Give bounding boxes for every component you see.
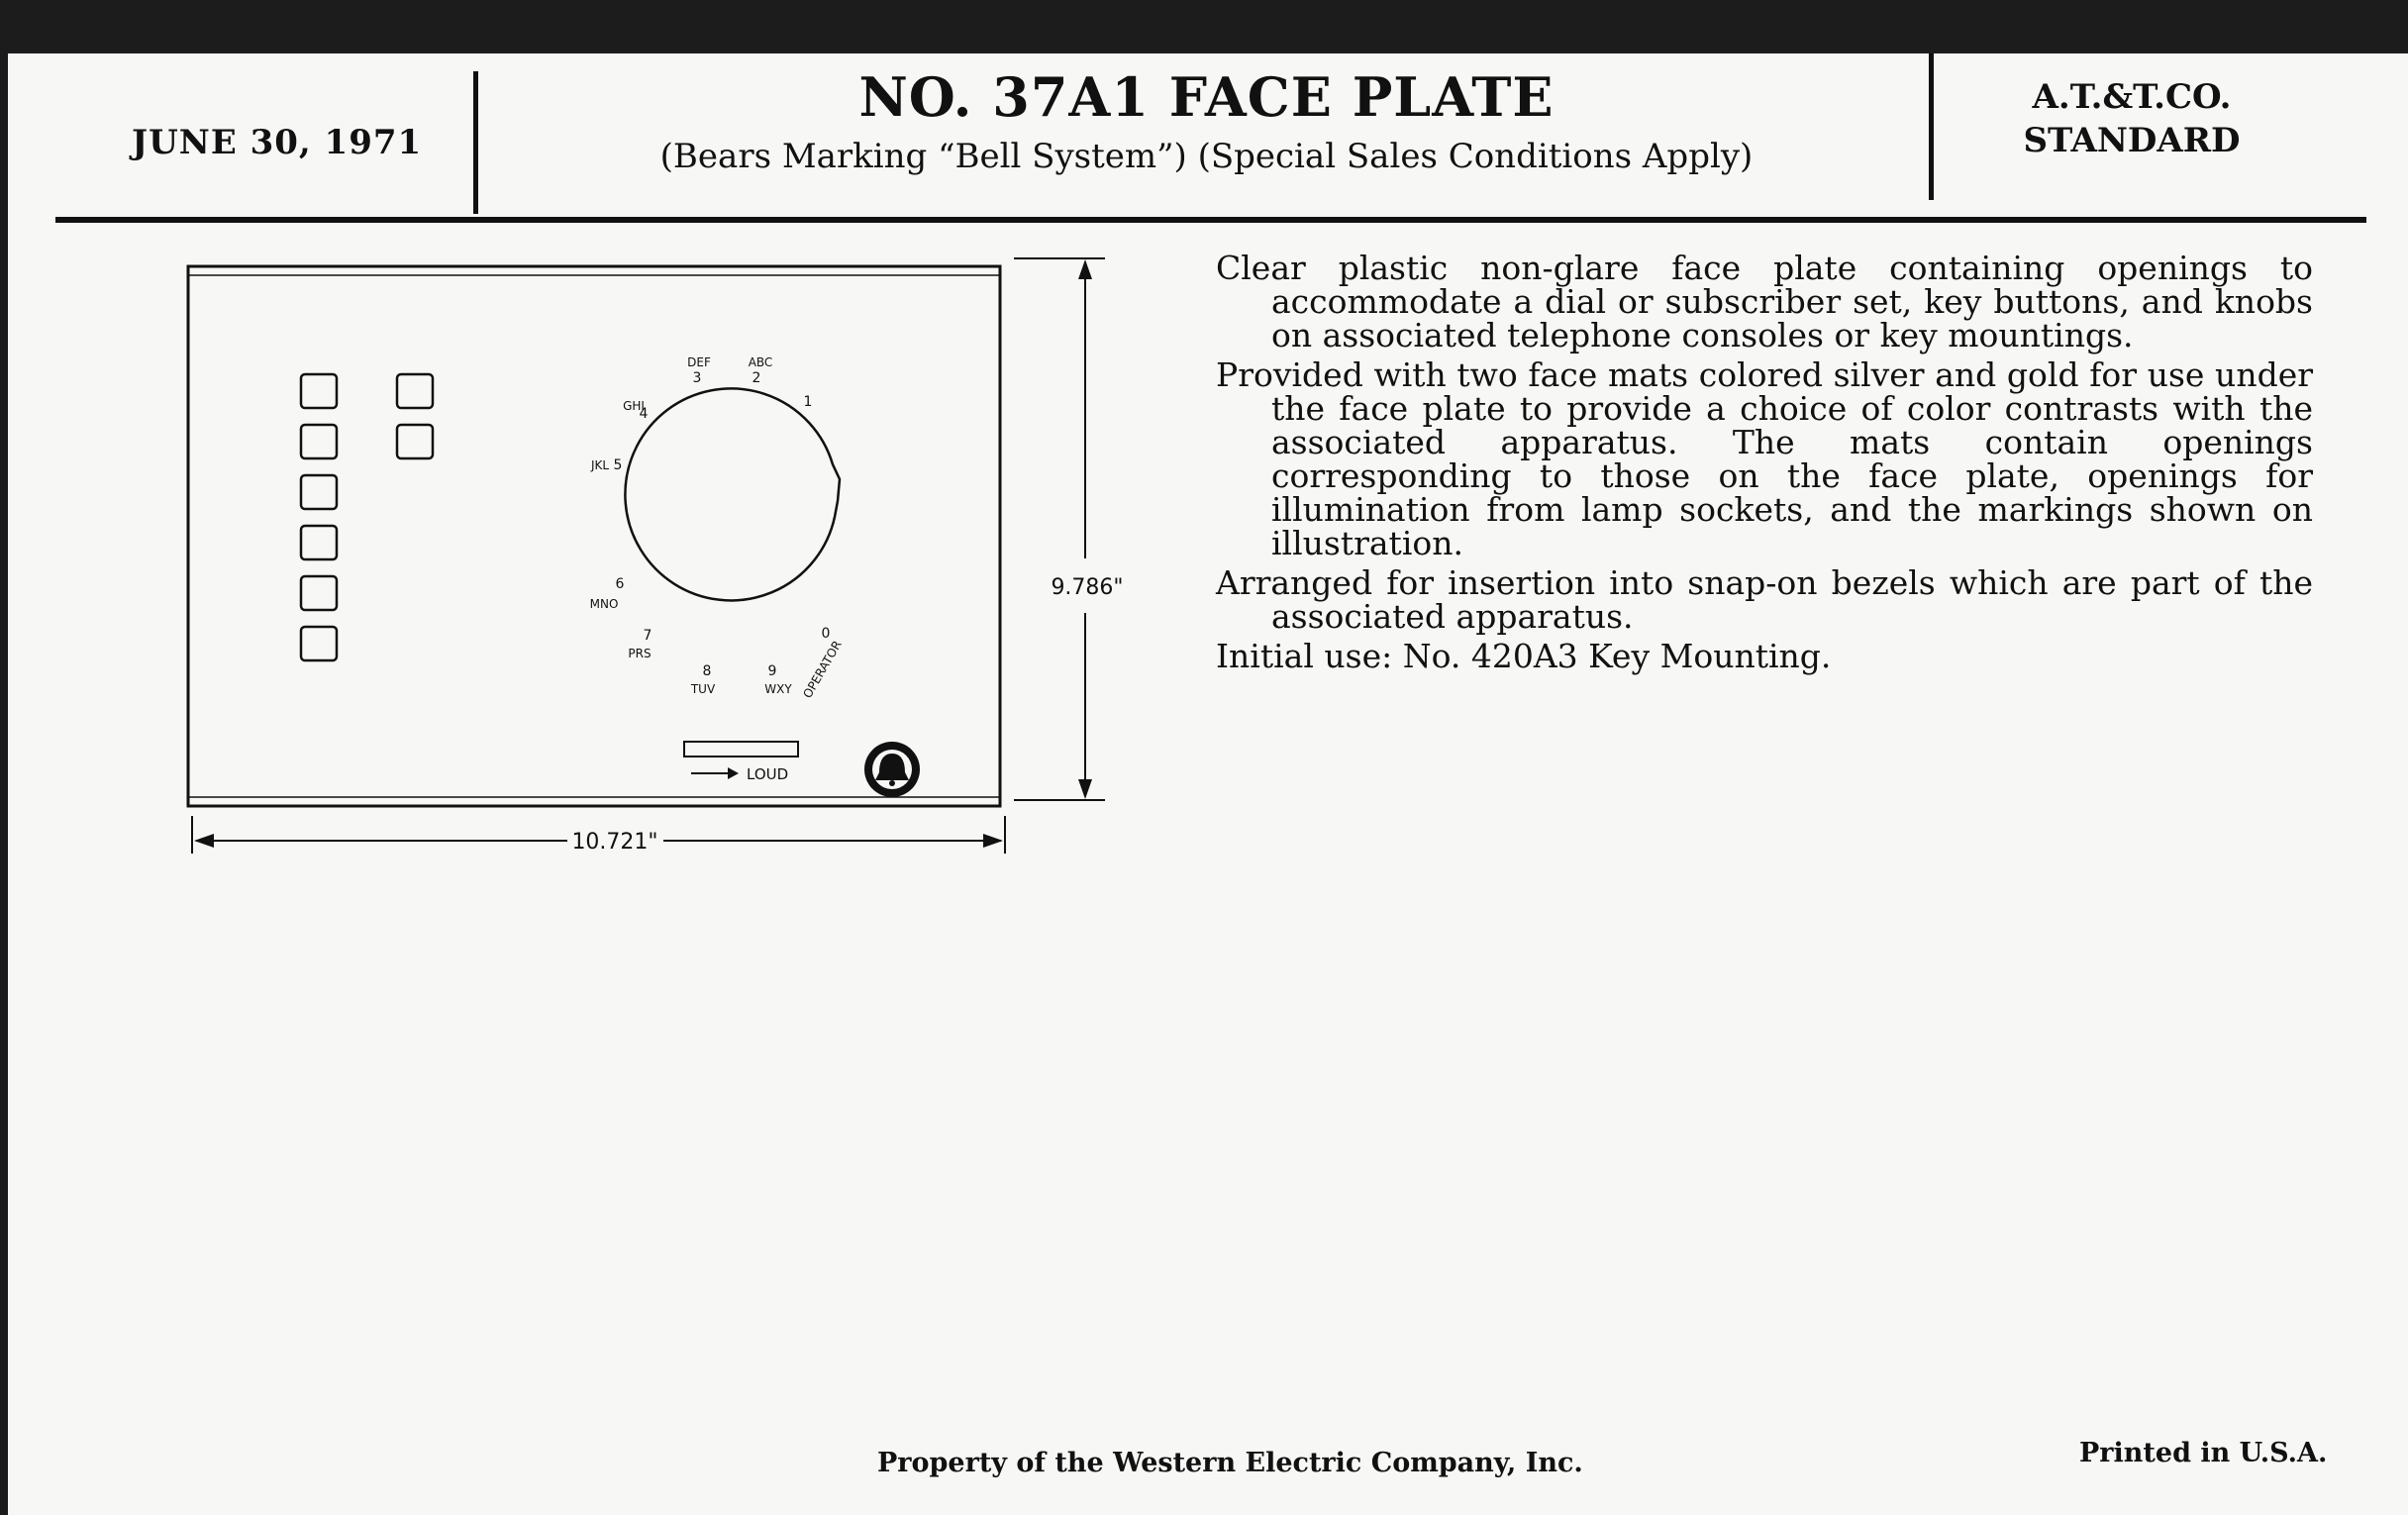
footer-property: Property of the Western Electric Company, Inc. [877, 1448, 1583, 1478]
dial-label-3: 3 [692, 370, 702, 386]
dial-letters-wxy: WXY [764, 682, 792, 696]
key-button-opening [301, 475, 337, 509]
dial-letters-mno: MNO [589, 597, 619, 611]
face-plate-outline [188, 266, 1000, 806]
header-standard-label: STANDARD [2023, 121, 2241, 160]
face-plate-drawing [8, 53, 1176, 905]
volume-slot [684, 742, 798, 757]
dial-letters-ghi: GHI [623, 399, 645, 413]
height-arrow-bottom [1078, 779, 1092, 799]
footer-printed: Printed in U.S.A. [2079, 1438, 2328, 1468]
header-date: JUNE 30, 1971 [132, 123, 423, 162]
dial-letters-jkl: JKL [590, 458, 610, 472]
width-arrow-right [983, 834, 1003, 848]
width-dimension-label: 10.721" [571, 830, 658, 855]
key-button-opening [397, 425, 433, 458]
height-dimension-label: 9.786" [1051, 575, 1124, 600]
dial-label-4: 4 [639, 406, 649, 422]
key-button-opening [397, 374, 433, 408]
header-subtitle: (Bears Marking “Bell System”) (Special Sales Conditions Apply) [659, 137, 1754, 176]
bell-system-logo-icon [864, 742, 920, 797]
key-button-opening [301, 576, 337, 610]
description-paragraph: Arranged for insertion into snap-on bezels which are part of the associated apparatus. [1216, 563, 2313, 636]
description-paragraph: Initial use: No. 420A3 Key Mounting. [1216, 637, 1832, 675]
header-standard-company: A.T.&T.CO. [2032, 77, 2232, 117]
description-paragraph: Clear plastic non-glare face plate containing openings to accommodate a dial or subscriber set, key buttons, and knobs on associated telephone consoles or key mountings. [1216, 249, 2313, 354]
dial-label-5: 5 [613, 457, 623, 473]
key-button-opening [301, 526, 337, 559]
dial-label-7: 7 [643, 628, 652, 644]
dial-label-2: 2 [752, 370, 761, 386]
dial-label-1: 1 [803, 394, 813, 410]
dial-label-9: 9 [767, 663, 777, 679]
dial-label-8: 8 [702, 663, 712, 679]
key-button-opening [301, 627, 337, 660]
dial-letters-operator: OPERATOR [800, 638, 845, 701]
dial-label-0: 0 [821, 626, 831, 642]
spec-card [8, 53, 2408, 1515]
description-text [1216, 249, 2313, 679]
dial-letters-tuv: TUV [690, 682, 716, 696]
dial-letters-abc: ABC [748, 355, 773, 369]
key-button-opening [301, 374, 337, 408]
dial-opening [625, 388, 840, 600]
dial-letters-def: DEF [687, 355, 711, 369]
key-button-opening [301, 425, 337, 458]
height-arrow-top [1078, 259, 1092, 279]
dial-letters-prs: PRS [628, 647, 652, 660]
description-paragraph: Provided with two face mats colored silver and gold for use under the face plate to provide a choice of color contrasts with the associated apparatus. The mats contain openings corresponding to those on the face plate, openings for illumination from lamp sockets, and the markings shown on illustration. [1216, 355, 2313, 562]
loud-label: LOUD [747, 765, 789, 783]
header-standard [1944, 75, 2320, 162]
loud-arrowhead [728, 767, 739, 779]
header-title: NO. 37A1 FACE PLATE [858, 65, 1555, 129]
dial-label-6: 6 [615, 576, 625, 592]
header-divider-right [1929, 53, 1934, 200]
width-arrow-left [194, 834, 214, 848]
